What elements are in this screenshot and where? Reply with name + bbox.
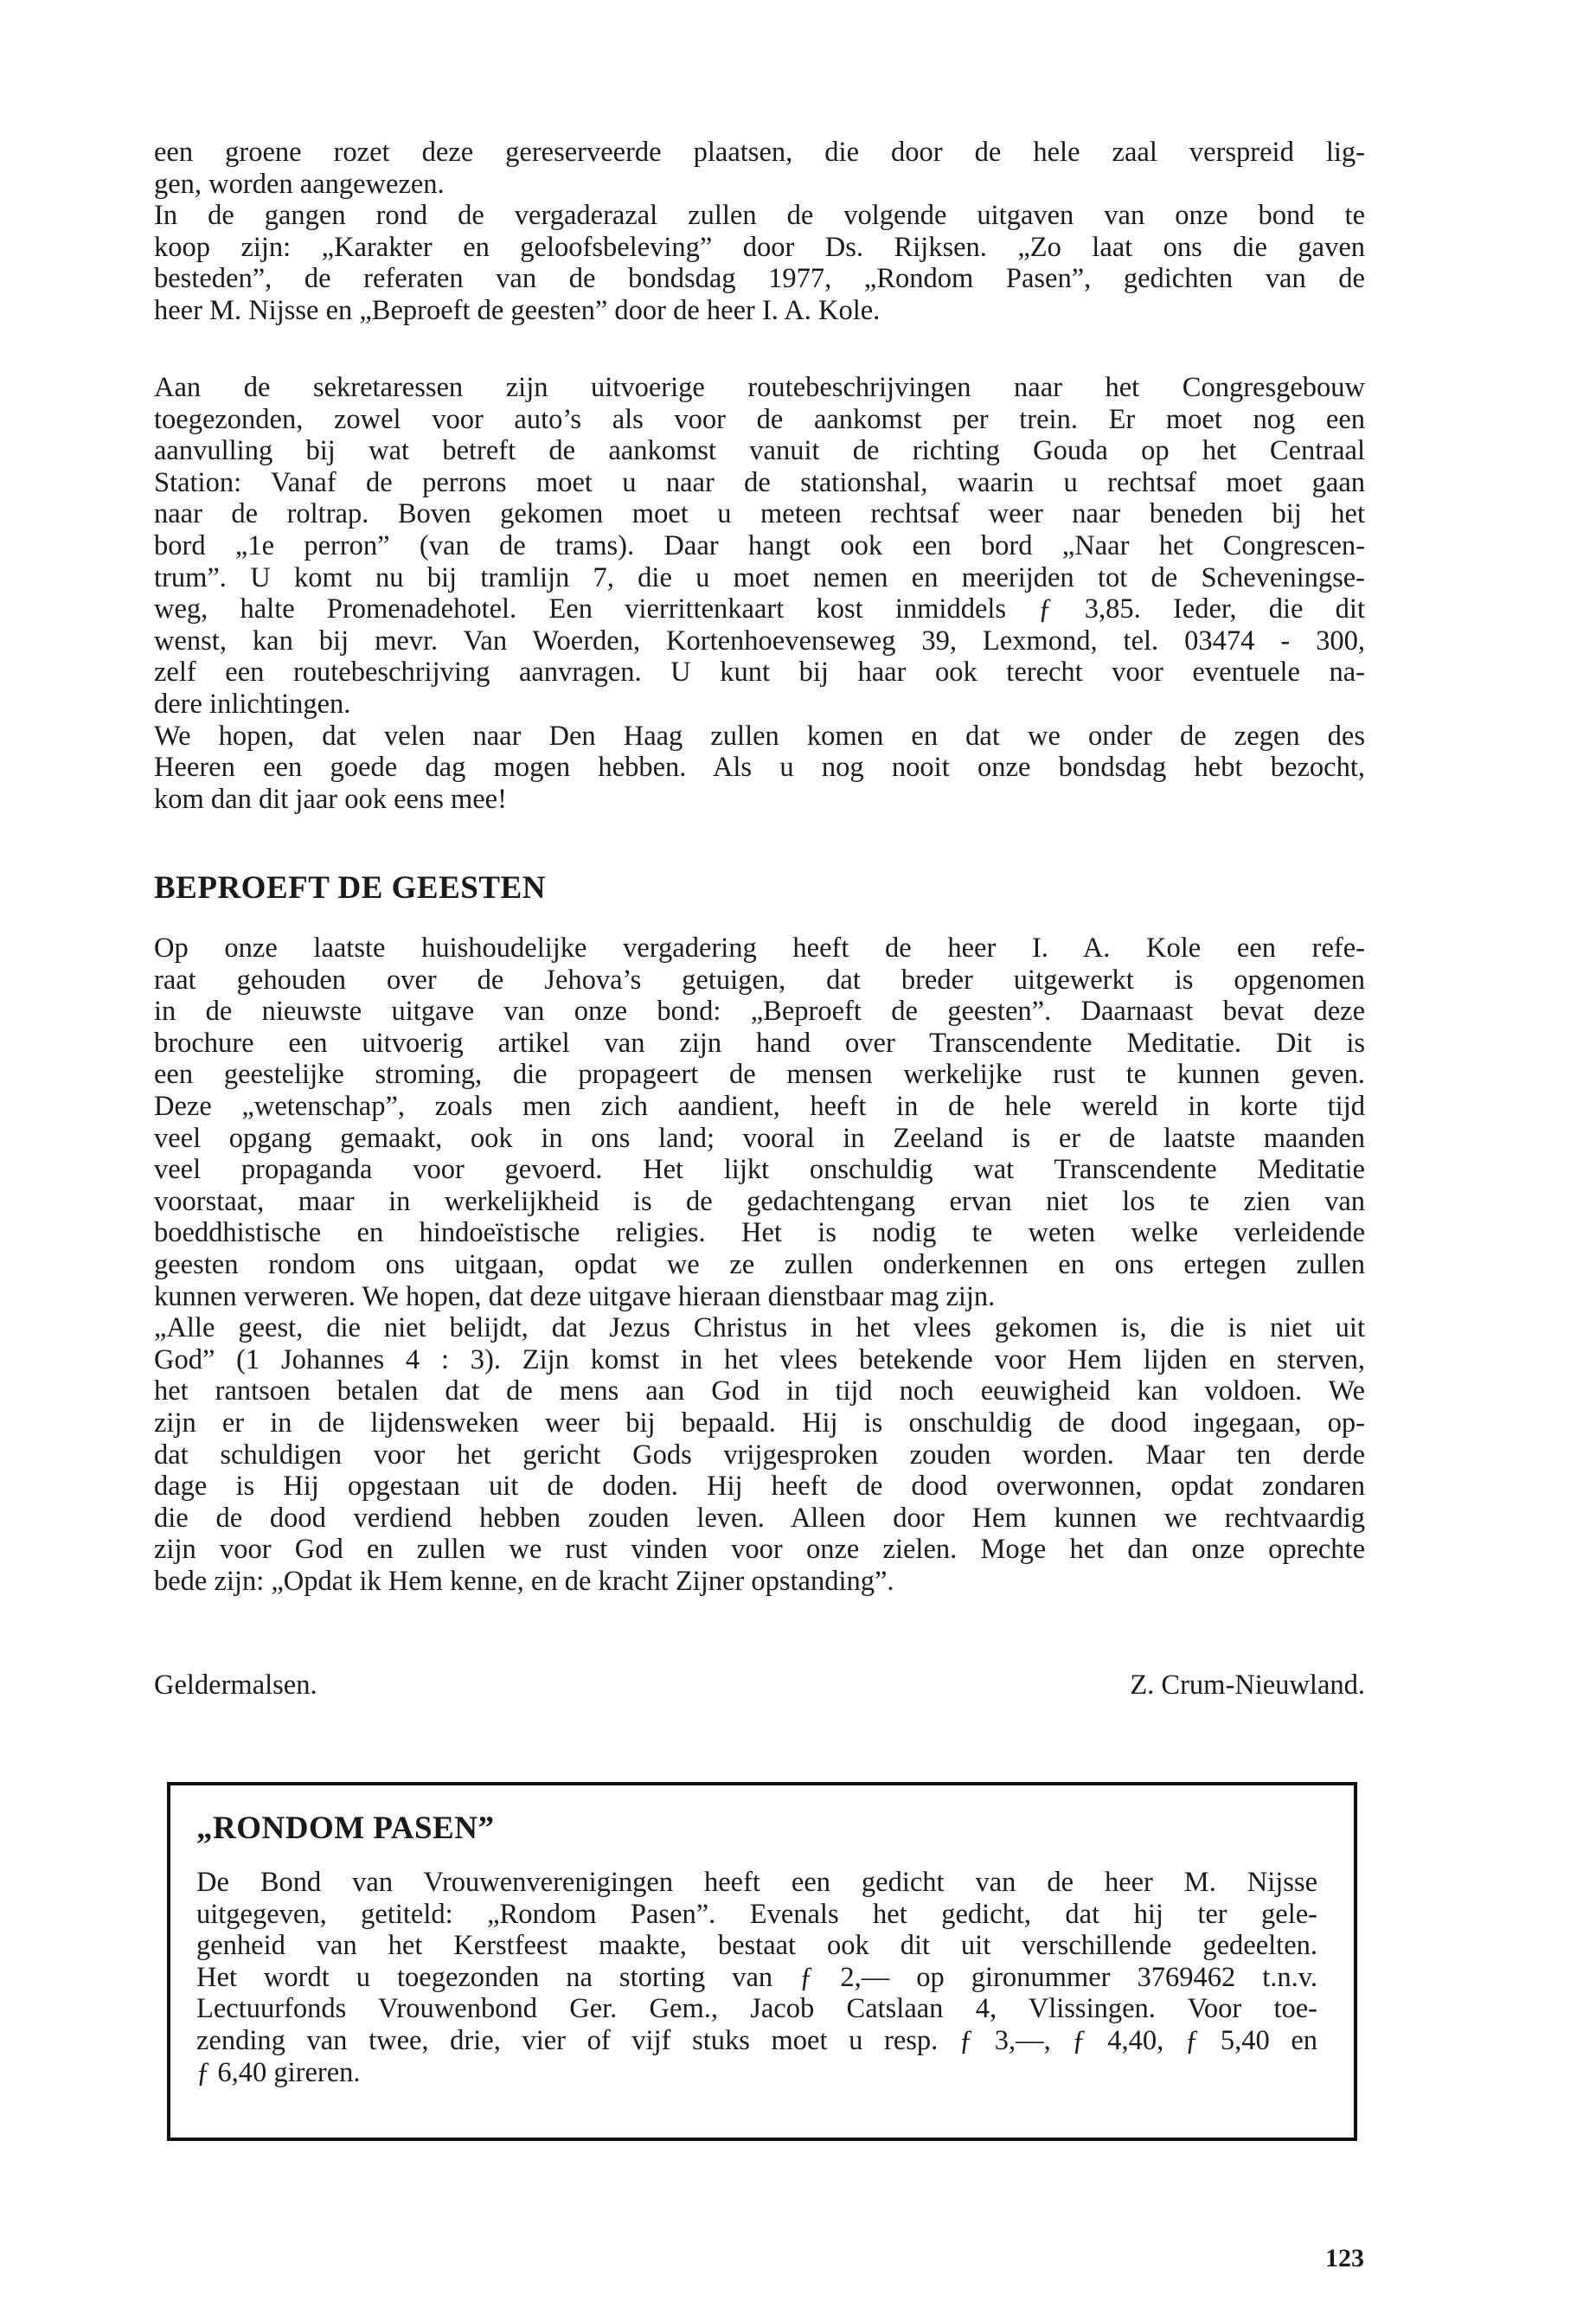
- text-line: boeddhistische en hindoeïstische religies. Het is nodig te weten welke verleidende: [154, 1217, 1365, 1249]
- text-line: besteden”, de referaten van de bondsdag 1977, „Rondom Pasen”, gedichten van de: [154, 263, 1365, 295]
- text-line: kom dan dit jaar ook eens mee!: [154, 783, 507, 815]
- article-title-block: [154, 869, 1365, 907]
- text-line: naar de roltrap. Boven gekomen moet u meteen rechtsaf weer naar beneden bij het: [154, 498, 1365, 530]
- box-title: „RONDOM PASEN”: [196, 1811, 495, 1846]
- page-number: 123: [1325, 2244, 1364, 2272]
- text-line: trum”. U komt nu bij tramlijn 7, die u moet nemen en meerijden tot de Scheveningse-: [154, 561, 1365, 593]
- text-line: dage is Hij opgestaan uit de doden. Hij heeft de dood overwonnen, opdat zondaren: [154, 1471, 1365, 1503]
- text-line: ƒ 6,40 gireren.: [196, 2056, 361, 2088]
- text-line: het rantsoen betalen dat de mens aan God in tijd noch eeuwigheid kan voldoen. We: [154, 1375, 1365, 1407]
- text-line: God” (1 Johannes 4 : 3). Zijn komst in het vlees betekende voor Hem lijden en sterven,: [154, 1343, 1365, 1375]
- text-line: Het wordt u toegezonden na storting van ƒ 2,— op gironummer 3769462 t.n.v.: [196, 1961, 1317, 1993]
- text-line: in de nieuwste uitgave van onze bond: „Beproeft de geesten”. Daarnaast bevat deze: [154, 996, 1365, 1028]
- text-line: bede zijn: „Opdat ik Hem kenne, en de kracht Zijner opstanding”.: [154, 1565, 894, 1597]
- text-line: brochure een uitvoerig artikel van zijn hand over Transcendente Meditatie. Dit is: [154, 1027, 1365, 1059]
- text-line: aanvulling bij wat betreft de aankomst vanuit de richting Gouda op het Centraal: [154, 435, 1365, 467]
- text-line: Aan de sekretaressen zijn uitvoerige routebeschrijvingen naar het Congresgebouw: [154, 372, 1365, 403]
- text-line: Heeren een goede dag mogen hebben. Als u nog nooit onze bondsdag hebt bezocht,: [154, 752, 1365, 784]
- text-line: Op onze laatste huishoudelijke vergadering heeft de heer I. A. Kole een refe-: [154, 933, 1365, 964]
- text-line: In de gangen rond de vergaderazal zullen de volgende uitgaven van onze bond te: [154, 200, 1365, 232]
- text-line: kunnen verweren. We hopen, dat deze uitgave hieraan dienstbaar mag zijn.: [154, 1280, 996, 1312]
- box-border-bottom: [167, 2138, 1357, 2141]
- text-line: Station: Vanaf de perrons moet u naar de stationshal, waarin u rechtsaf moet gaan: [154, 466, 1365, 498]
- text-line: heer M. Nijsse en „Beproeft de geesten” door de heer I. A. Kole.: [154, 294, 881, 326]
- text-line: Lectuurfonds Vrouwenbond Ger. Gem., Jacob Catslaan 4, Vlissingen. Voor toe-: [196, 1993, 1317, 2025]
- text-line: veel opgang gemaakt, ook in ons land; vooral in Zeeland is er de laatste maanden: [154, 1122, 1365, 1154]
- text-line: genheid van het Kerstfeest maakte, bestaat ook dit uit verschillende gedeelten.: [196, 1930, 1317, 1962]
- text-line: Deze „wetenschap”, zoals men zich aandient, heeft in de hele wereld in korte tijd: [154, 1090, 1365, 1122]
- text-line: gen, worden aangewezen.: [154, 168, 445, 200]
- text-line: koop zijn: „Karakter en geloofsbeleving” door Ds. Rijksen. „Zo laat ons die gaven: [154, 231, 1365, 263]
- article-body: [154, 933, 1365, 1597]
- text-line: uitgegeven, getiteld: „Rondom Pasen”. Evenals het gedicht, dat hij ter gele-: [196, 1898, 1317, 1930]
- article-title: BEPROEFT DE GEESTEN: [154, 870, 546, 906]
- text-line: toegezonden, zowel voor auto’s als voor de aankomst per trein. Er moet nog een: [154, 403, 1365, 435]
- text-line: raat gehouden over de Jehova’s getuigen, dat breder uitgewerkt is opgenomen: [154, 964, 1365, 996]
- signature-author: Z. Crum-Nieuwland.: [1130, 1670, 1365, 1701]
- text-line: zijn voor God en zullen we rust vinden voor onze zielen. Moge het dan onze oprechte: [154, 1534, 1365, 1566]
- directions-paragraph: [154, 372, 1365, 815]
- text-line: een geestelijke stroming, die propageert de mensen werkelijke rust te kunnen geven.: [154, 1059, 1365, 1091]
- box-border-right: [1354, 1782, 1357, 2141]
- rondom-pasen-box: [167, 1782, 1357, 2141]
- signature-row: [154, 1670, 1365, 1702]
- box-border-left: [167, 1782, 170, 2141]
- text-line: voorstaat, maar in werkelijkheid is de gedachtengang ervan niet los te zien van: [154, 1185, 1365, 1217]
- text-line: dat schuldigen voor het gericht Gods vrijgesproken zouden worden. Maar ten derde: [154, 1439, 1365, 1471]
- signature-place: Geldermalsen.: [154, 1670, 317, 1701]
- text-line: zelf een routebeschrijving aanvragen. U kunt bij haar ook terecht voor eventuele na-: [154, 657, 1365, 689]
- text-line: weg, halte Promenadehotel. Een vierrittenkaart kost inmiddels ƒ 3,85. Ieder, die dit: [154, 593, 1365, 625]
- text-line: bord „1e perron” (van de trams). Daar hangt ook een bord „Naar het Congrescen-: [154, 529, 1365, 561]
- text-line: een groene rozet deze gereserveerde plaatsen, die door de hele zaal verspreid lig-: [154, 137, 1365, 168]
- text-line: die de dood verdiend hebben zouden leven. Alleen door Hem kunnen we rechtvaardig: [154, 1502, 1365, 1534]
- text-line: zijn er in de lijdensweken weer bij bepaald. Hij is onschuldig de dood ingegaan, op-: [154, 1407, 1365, 1439]
- text-line: We hopen, dat velen naar Den Haag zullen komen en dat we onder de zegen des: [154, 720, 1365, 752]
- text-line: veel propaganda voor gevoerd. Het lijkt onschuldig wat Transcendente Meditatie: [154, 1154, 1365, 1186]
- text-line: „Alle geest, die niet belijdt, dat Jezus Christus in het vlees gekomen is, die is niet uit: [154, 1312, 1365, 1344]
- text-line: geesten rondom ons uitgaan, opdat we ze zullen onderkennen en ons ertegen zullen: [154, 1248, 1365, 1280]
- box-content: [196, 1810, 1317, 2088]
- text-line: zending van twee, drie, vier of vijf stuks moet u resp. ƒ 3,—, ƒ 4,40, ƒ 5,40 en: [196, 2024, 1317, 2056]
- box-border-top: [167, 1782, 1357, 1785]
- text-line: dere inlichtingen.: [154, 688, 351, 720]
- intro-paragraph: [154, 137, 1365, 327]
- text-line: De Bond van Vrouwenverenigingen heeft een gedicht van de heer M. Nijsse: [196, 1867, 1317, 1898]
- text-line: wenst, kan bij mevr. Van Woerden, Kortenhoevenseweg 39, Lexmond, tel. 03474 - 300,: [154, 625, 1365, 657]
